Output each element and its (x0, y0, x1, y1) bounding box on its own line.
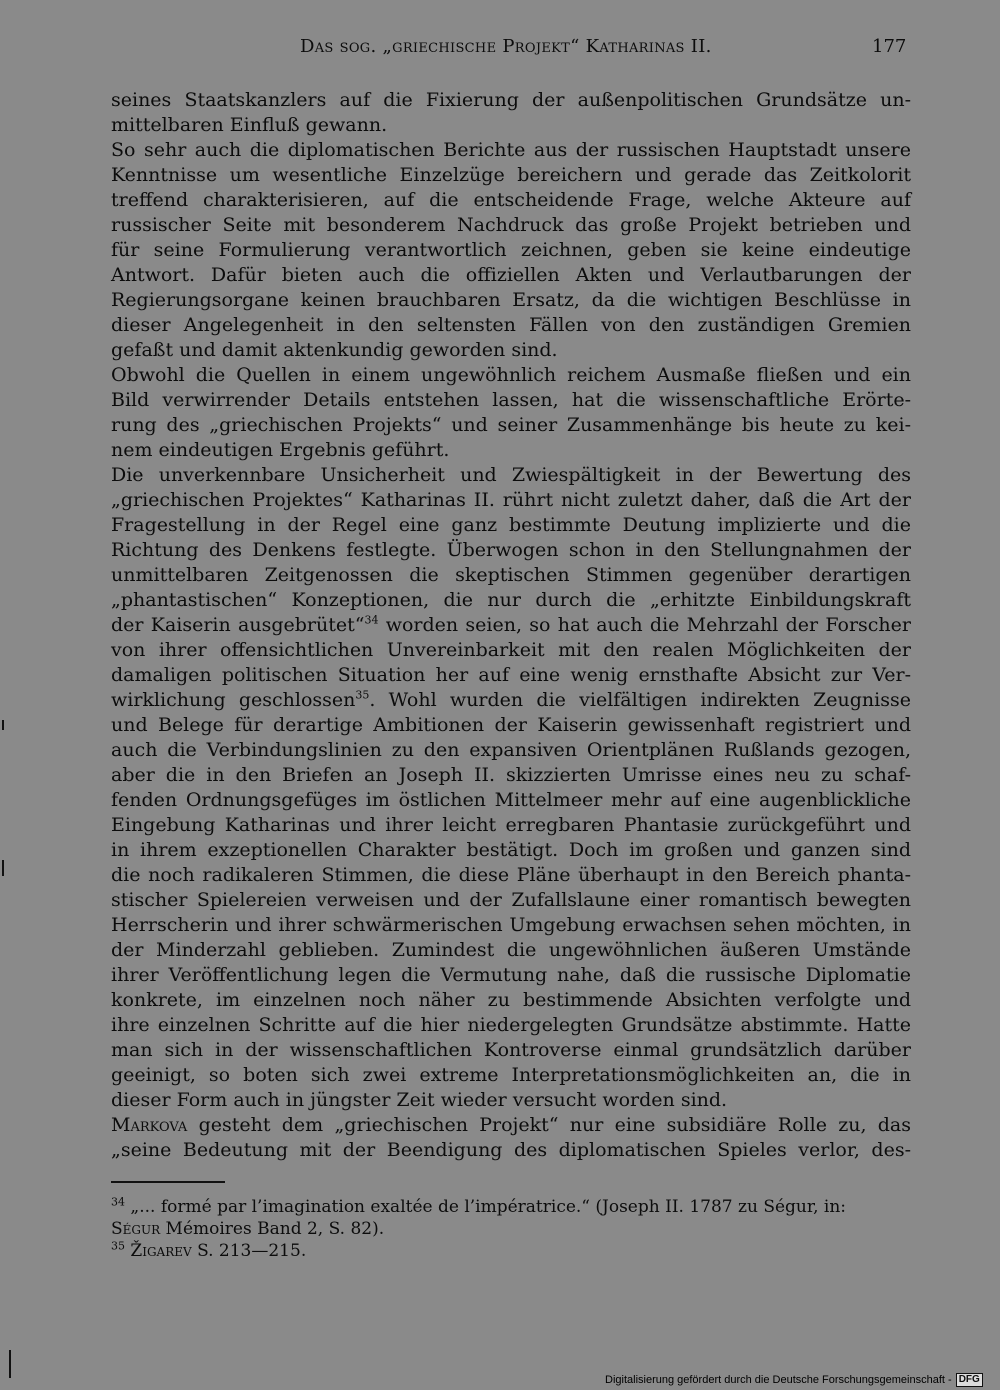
text-line (111, 963, 911, 988)
text-segment: seines Staatskanzlers auf die Fixierung der außenpolitischen Grundsätze un- (111, 89, 911, 111)
text-segment: „seine Bedeutung mit der Beendigung des diplomatischen Spieles verlor, des- (111, 1139, 911, 1161)
text-line (111, 363, 911, 388)
text-segment: worden seien, so hat auch die Mehrzahl der Forscher (378, 614, 911, 636)
text-line (111, 1088, 911, 1113)
text-line (111, 338, 911, 363)
text-line (111, 1138, 911, 1163)
scan-edge-mark-middle (2, 860, 4, 876)
text-segment: Markova (111, 1114, 188, 1136)
text-segment: gefaßt und damit aktenkundig geworden sind. (111, 339, 558, 361)
text-segment: in ihrem exzeptionellen Charakter bestätigt. Doch im großen und ganzen sind (111, 839, 911, 861)
text-segment: Regierungsorgane keinen brauchbaren Ersatz, da die wichtigen Beschlüsse in (111, 289, 911, 311)
footnote-line (111, 1218, 911, 1240)
text-segment: ihre einzelnen Schritte auf die hier niedergelegten Grundsätze abstimmte. Hatte (111, 1014, 911, 1036)
text-line (111, 313, 911, 338)
text-segment: Die unverkennbare Unsicherheit und Zwiespältigkeit in der Bewertung des (111, 464, 911, 486)
scan-edge-mark-bottom (9, 1350, 11, 1378)
footnote-reference: 35 (111, 1239, 125, 1253)
text-segment: Eingebung Katharinas und ihrer leicht erregbaren Phantasie zurückgeführt und (111, 814, 911, 836)
text-line (111, 988, 911, 1013)
text-segment: für seine Formulierung verantwortlich zeichnen, geben sie keine eindeutige (111, 239, 911, 261)
text-segment: dieser Angelegenheit in den seltensten Fällen von den zuständigen Gremien (111, 314, 911, 336)
text-line (111, 688, 911, 713)
text-line (111, 213, 911, 238)
text-line (111, 788, 911, 813)
text-segment: Herrscherin und ihrer schwärmerischen Umgebung erwachsen sehen möchten, in (111, 914, 911, 936)
text-segment: Mémoires Band 2, S. 82). (160, 1219, 385, 1239)
text-segment: gesteht dem „griechischen Projekt“ nur eine subsidiäre Rolle zu, das (187, 1114, 911, 1136)
text-segment: der Minderzahl geblieben. Zumindest die ungewöhnlichen äußeren Umstände (111, 939, 911, 961)
text-line (111, 538, 911, 563)
text-line (111, 888, 911, 913)
text-segment: man sich in der wissenschaftlichen Kontroverse einmal grundsätzlich darüber (111, 1039, 911, 1061)
text-segment: . Wohl wurden die vielfältigen indirekten Zeugnisse (369, 689, 911, 711)
text-segment: Richtung des Denkens festlegte. Überwogen schon in den Stellungnahmen der (111, 539, 911, 561)
text-segment: Obwohl die Quellen in einem ungewöhnlich reichem Ausmaße fließen und ein (111, 364, 911, 386)
text-line (111, 1113, 911, 1138)
footnote-line (111, 1196, 911, 1218)
text-segment: „phantastischen“ Konzeptionen, die nur durch die „erhitzte Einbildungskraft (111, 589, 911, 611)
text-segment: und Belege für derartige Ambitionen der Kaiserin gewissenhaft registriert und (111, 714, 911, 736)
text-line (111, 563, 911, 588)
text-segment: treffend charakterisieren, auf die entscheidende Frage, welche Akteure auf (111, 189, 911, 211)
text-segment: konkrete, im einzelnen noch näher zu bestimmende Absichten verfolgte und (111, 989, 911, 1011)
text-line (111, 588, 911, 613)
text-line (111, 163, 911, 188)
text-segment: fenden Ordnungsgefüges im östlichen Mittelmeer mehr auf eine augenblickliche (111, 789, 911, 811)
text-segment: So sehr auch die diplomatischen Berichte aus der russischen Hauptstadt unsere (111, 139, 911, 161)
main-text-body (111, 88, 911, 1163)
text-segment: dieser Form auch in jüngster Zeit wieder versucht worden sind. (111, 1089, 728, 1111)
text-segment: Antwort. Dafür bieten auch die offiziellen Akten und Verlautbarungen der (111, 264, 911, 286)
text-segment: unmittelbaren Zeitgenossen die skeptischen Stimmen gegenüber derartigen (111, 564, 911, 586)
text-segment: wirklichung geschlossen (111, 689, 356, 711)
footnote-reference: 35 (355, 688, 370, 702)
dfg-logo: DFG (956, 1373, 983, 1387)
text-segment: Kenntnisse um wesentliche Einzelzüge bereichern und gerade das Zeitkolorit (111, 164, 911, 186)
footnote-separator (111, 1181, 225, 1183)
text-line (111, 813, 911, 838)
text-line (111, 1063, 911, 1088)
text-line (111, 838, 911, 863)
text-line (111, 463, 911, 488)
text-line (111, 738, 911, 763)
text-line (111, 138, 911, 163)
text-segment: rung des „griechischen Projekts“ und seiner Zusammenhänge bis heute zu kei- (111, 414, 911, 436)
text-line (111, 513, 911, 538)
text-line (111, 713, 911, 738)
text-line (111, 413, 911, 438)
text-line (111, 938, 911, 963)
text-line (111, 1038, 911, 1063)
scan-edge-mark-top (2, 720, 4, 730)
text-segment: aber die in den Briefen an Joseph II. skizzierten Umrisse eines neu zu schaf- (111, 764, 911, 786)
footnotes (111, 1196, 911, 1262)
text-segment: Ségur (111, 1219, 161, 1239)
text-segment: Bild verwirrender Details entstehen lassen, hat die wissenschaftliche Erörte- (111, 389, 911, 411)
text-segment: Žigarev (130, 1241, 192, 1261)
text-line (111, 1013, 911, 1038)
text-line (111, 863, 911, 888)
footnote-reference: 34 (364, 613, 379, 627)
footnote-reference: 34 (111, 1195, 125, 1209)
running-header-title: Das sog. „griechische Projekt“ Katharinas II. (300, 36, 712, 57)
text-line (111, 113, 911, 138)
text-segment: der Kaiserin ausgebrütet“ (111, 614, 365, 636)
text-line (111, 488, 911, 513)
text-line (111, 88, 911, 113)
digitization-credit-text: Digitalisierung gefördert durch die Deutsche Forschungsgemeinschaft - (605, 1374, 952, 1386)
text-segment: russischer Seite mit besonderem Nachdruck das große Projekt betrieben und (111, 214, 911, 236)
page-number: 177 (872, 36, 907, 57)
text-segment: stischer Spielereien verweisen und der Zufallslaune einer romantisch bewegten (111, 889, 911, 911)
text-line (111, 638, 911, 663)
footnote-line (111, 1240, 911, 1262)
text-segment: auch die Verbindungslinien zu den expansiven Orientplänen Rußlands gezogen, (111, 739, 911, 761)
text-segment: „... formé par l’imagination exaltée de l’impératrice.“ (Joseph II. 1787 zu Ségur, in: (125, 1197, 847, 1217)
text-segment: ihrer Veröffentlichung legen die Vermutung nahe, daß die russische Diplomatie (111, 964, 911, 986)
text-line (111, 388, 911, 413)
text-line (111, 663, 911, 688)
text-line (111, 613, 911, 638)
text-segment: mittelbaren Einfluß gewann. (111, 114, 388, 136)
text-segment: damaligen politischen Situation her auf eine wenig ernsthafte Absicht zur Ver- (111, 664, 911, 686)
text-line (111, 288, 911, 313)
digitization-credit (605, 1373, 983, 1387)
text-line (111, 438, 911, 463)
text-line (111, 188, 911, 213)
text-segment: „griechischen Projektes“ Katharinas II. rührt nicht zuletzt daher, daß die Art der (111, 489, 911, 511)
text-line (111, 913, 911, 938)
text-segment: S. 213—215. (191, 1241, 307, 1261)
text-segment: die noch radikaleren Stimmen, die diese Pläne überhaupt in den Bereich phanta- (111, 864, 911, 886)
text-segment: nem eindeutigen Ergebnis geführt. (111, 439, 450, 461)
text-segment: geeinigt, so boten sich zwei extreme Interpretationsmöglichkeiten an, die in (111, 1064, 911, 1086)
text-line (111, 763, 911, 788)
text-segment: Fragestellung in der Regel eine ganz bestimmte Deutung implizierte und die (111, 514, 911, 536)
text-line (111, 263, 911, 288)
text-line (111, 238, 911, 263)
text-segment: von ihrer offensichtlichen Unvereinbarkeit mit den realen Möglichkeiten der (111, 639, 911, 661)
